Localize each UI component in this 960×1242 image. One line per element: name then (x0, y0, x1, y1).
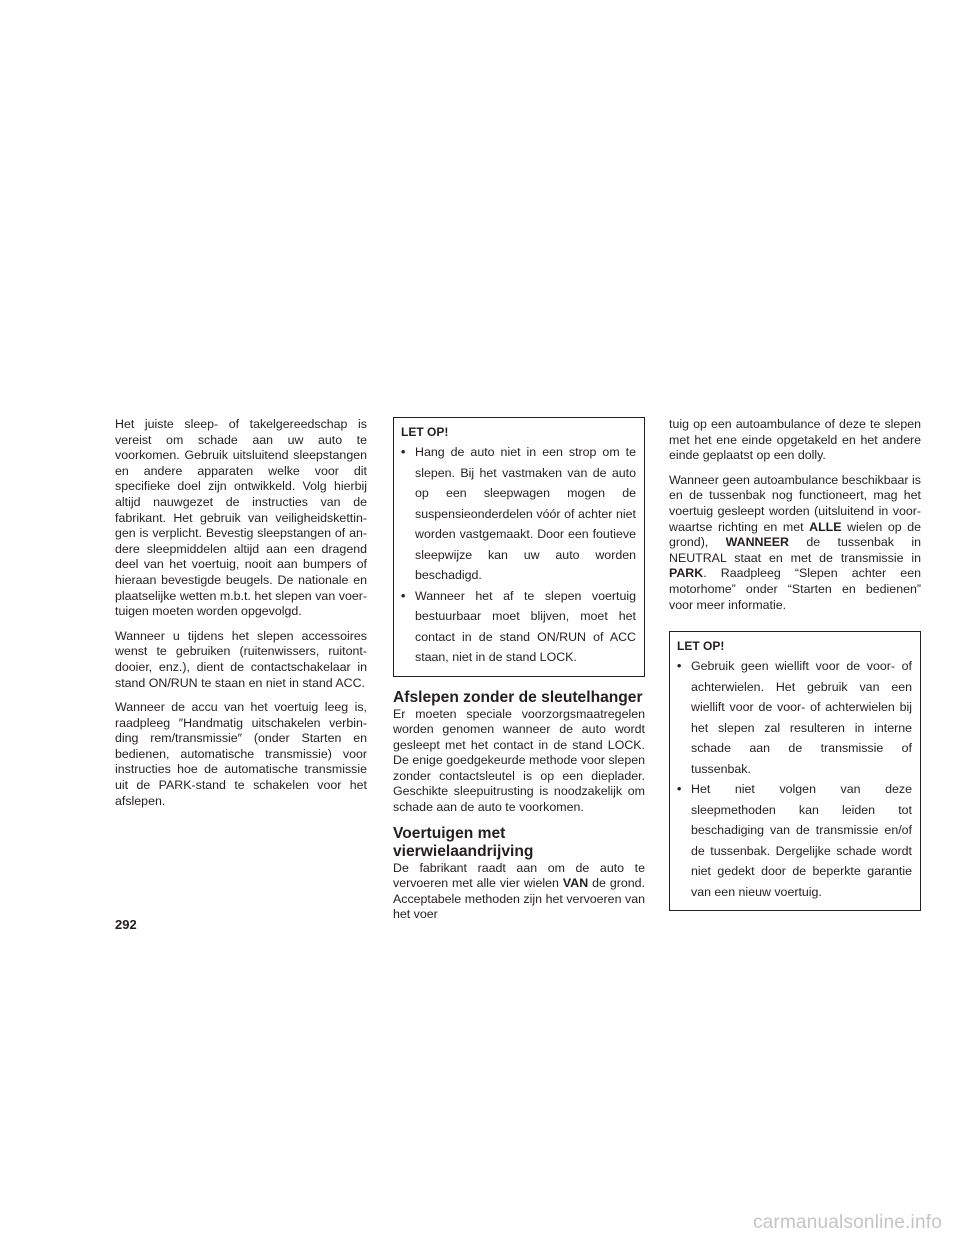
paragraph-accessories: Wanneer u tijdens het slepen accessoires wenst te gebruiken (ruitenwissers, ruitontdooier, enz.), dient de contactschakelaar in stand ON/RUN te staan en niet in stand ACC. (115, 628, 367, 690)
paragraph-four-wheel-drive (393, 861, 645, 923)
text-emphasis: ALLE (809, 519, 842, 534)
bullet-icon: • (677, 659, 682, 674)
caution-title: LET OP! (677, 639, 725, 654)
bullet-icon: • (401, 445, 406, 459)
caution-item (677, 656, 912, 779)
paragraph-no-flatbed (669, 473, 921, 613)
caution-item-text: Gebruik geen wiellift voor de voor- of achterwielen. Het gebruik van een wiellift voor de voor- of achterwielen bij het slepen zal resulteren in interne schade aan de transmissie of tussenbak. (691, 659, 912, 776)
caution-item-text: Hang de auto niet in een strop om te slepen. Bij het vastmaken van de auto op een sleepwagen mogen de suspensieonderdelen vóór of achter niet worden vastgemaakt. Door een foutieve sleepwijze kan uw auto worden beschadigd. (415, 445, 636, 582)
text-emphasis: PARK (669, 566, 704, 581)
section-heading-without-key-fob: Afslepen zonder de sleutelhanger (393, 688, 643, 706)
text-segment: Wanneer geen autoambulance beschikbaar is en de tussenbak nog functioneert, mag het voertuig gesleept worden (uitsluitend in voorwaartse richting en met (669, 472, 921, 534)
paragraph-battery: Wanneer de accu van het voertuig leeg is, raadpleeg ″Handmatig uitschakelen verbinding rem/transmissie″ (onder Starten en bedienen, automatische transmissie) voor instructies hoe de automatische transmissie uit de PARK-stand te schakelen voor het afslepen. (115, 700, 367, 808)
caution-item-text: Wanneer het af te slepen voertuig bestuurbaar moet blijven, moet het contact in de stand ON/RUN of ACC staan, niet in de stand LOCK. (415, 588, 636, 664)
watermark: carmanualsonline.info (752, 1212, 942, 1233)
column-right (669, 417, 921, 923)
paragraph-without-key-fob: Er moeten speciale voorzorgsmaatregelen worden genomen wanneer de auto wordt gesleept met het contact in de stand LOCK. De enige goedgekeurde methode voor slepen zonder contactsleutel is op een dieplader. Geschikte sleepuitrusting is noodzakelijk om schade aan de auto te voorkomen. (393, 706, 645, 815)
caution-title: LET OP! (401, 425, 449, 439)
text-segment: De fabrikant raadt aan om de auto te vervoeren met alle vier wielen (393, 860, 645, 891)
text-segment: de tussenbak in NEUTRAL staat en met de transmissie in (669, 535, 921, 565)
text-emphasis: VAN (562, 876, 589, 891)
column-left (115, 417, 367, 818)
caution-list (677, 656, 912, 902)
caution-box-1 (393, 417, 645, 677)
section-heading-four-wheel-drive: Voertuigen met vierwielaandrijving (393, 824, 534, 860)
text-segment: de grond. Acceptabele methoden zijn het vervoeren van het voer (393, 876, 645, 922)
bullet-icon: • (401, 588, 406, 603)
caution-list (401, 442, 636, 668)
text-emphasis: WANNEER (725, 535, 789, 550)
bullet-icon: • (677, 782, 682, 797)
caution-item (677, 779, 912, 902)
paragraph-flatbed: tuig op een autoambulance of deze te slepen met het ene einde opgetakeld en het andere einde geplaatst op een dolly. (669, 417, 921, 463)
caution-box-2 (669, 631, 921, 911)
caution-item-text: Het niet volgen van deze sleepmethoden kan leiden tot beschadiging van de transmissie en/of de tussenbak. Dergelijke schade wordt niet gedekt door de beperkte garantie van een nieuw voertuig. (691, 782, 912, 899)
text-segment: . Raadpleeg “Slepen achter een motorhome” onder “Starten en bedienen” voor meer informatie. (669, 566, 921, 612)
caution-item (401, 442, 636, 586)
caution-item (401, 586, 636, 668)
column-middle (393, 417, 645, 932)
page-number: 292 (115, 917, 137, 932)
paragraph-towing-equipment: Het juiste sleep- of takelgereedschap is vereist om schade aan uw auto te voorkomen. Gebruik uitsluitend sleepstangen en andere apparaten welke voor dit specifieke doel zijn ontwikkeld. Volg hierbij altijd nauwgezet de instructies van de fabrikant. Het gebruik van veiligheidskettingen is verplicht. Bevestig sleepstangen of andere sleepmiddelen altijd aan een dragend deel van het voertuig, nooit aan bumpers of hieraan bevestigde beugels. De nationale en plaatselijke wetten m.b.t. het slepen van voertuigen moeten worden opgevolgd. (115, 417, 367, 619)
text-segment: wielen op de grond), (669, 519, 921, 550)
